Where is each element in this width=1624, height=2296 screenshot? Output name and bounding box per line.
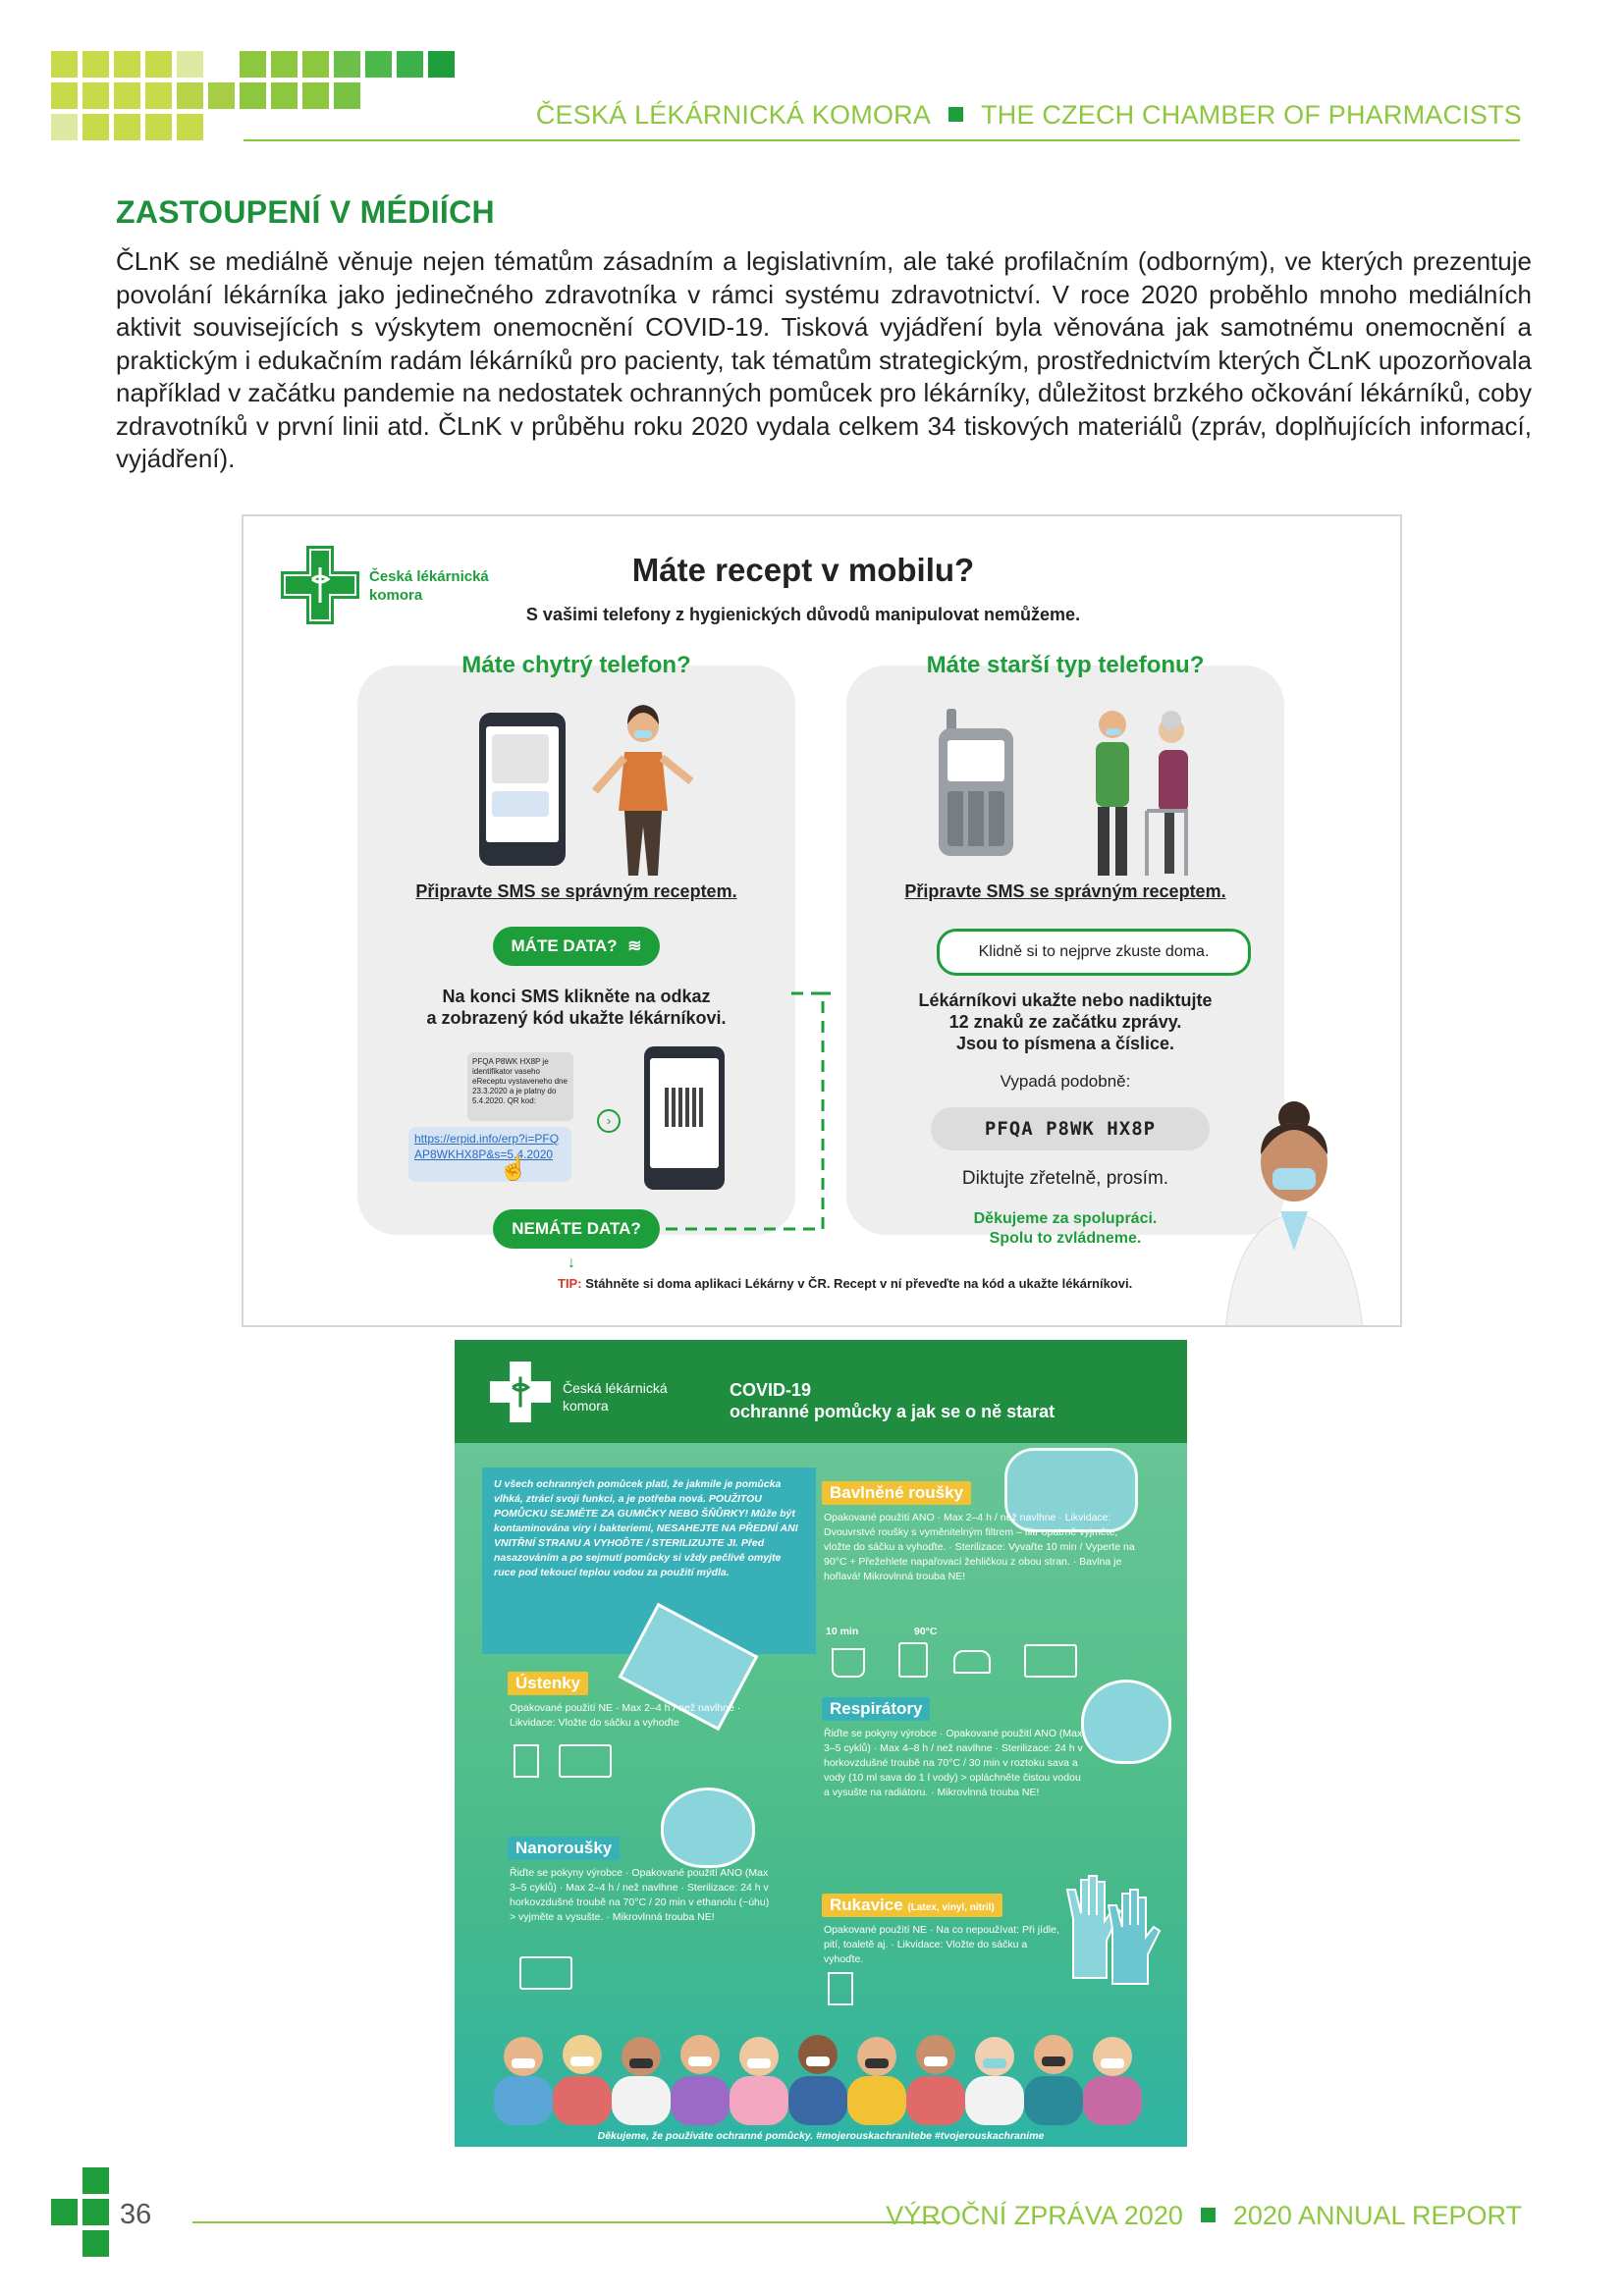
header-separator-square (948, 107, 963, 122)
mate-data-pill (493, 927, 660, 966)
mate-data-label: MÁTE DATA? (511, 936, 618, 955)
poster1-thanks-line1: Děkujeme za spolupráci. (973, 1210, 1158, 1227)
poster1-logo-text (369, 567, 489, 605)
text-respiratory: Řiďte se pokyny výrobce · Opakované použití ANO (Max 3–5 cyklů) · Max 4–8 h / než navlhne · Sterilizace: 24 h v horkovzdušné troubě na 70°C / 30 min v roztoku sava a vody (10 ml sava do 1 l vody) > opláchněte čistou vodou a vysušte na radiátoru. · Mikrovlnná trouba NE! (824, 1728, 1083, 1798)
respirator-icon (1081, 1680, 1171, 1764)
tag-rukavice-sub: (Latex, vinyl, nitril) (907, 1902, 995, 1913)
poster1-show-line3: Jsou to písmena a číslice. (955, 1034, 1175, 1053)
poster1-tip-label: TIP: (558, 1276, 582, 1291)
pharmacist-illustration (1206, 1095, 1392, 1327)
poster1-right-heading: Máte starší typ telefonu? (926, 652, 1205, 678)
poster2-title-line1: COVID-19 (730, 1380, 812, 1400)
poster2-title-line2: ochranné pomůcky a jak se o ně starat (730, 1402, 1056, 1421)
code-display: PFQA P8WK HX8P (931, 1107, 1210, 1150)
poster2-footer: Děkujeme, že používáte ochranné pomůcky. #mojerouskachranitebe #tvojerouskachranime (455, 2125, 1187, 2147)
arrow-down-icon: ↓ (568, 1255, 575, 1271)
header-rule (244, 139, 1520, 141)
gloves-icon (1054, 1870, 1171, 1988)
poster1-click-line2: a zobrazený kód ukažte lékárníkovi. (426, 1008, 727, 1028)
poster-recept-v-mobilu (242, 514, 1402, 1327)
poster1-left-prepare: Připravte SMS se správným receptem. (415, 881, 737, 901)
poster1-title: Máte recept v mobilu? (631, 552, 975, 588)
poster1-looks-like: Vypadá podobně: (1000, 1072, 1131, 1091)
dashed-connector-arrow (656, 988, 833, 1233)
section-paragraph: ČLnK se mediálně věnuje nejen tématům zásadním a legislativním, ale také profilačním (odborným), ve kterých prezentuje povolání lékárníka jako jedinečného zdravotníka v rámci systému zdravotnictví. V roce 2020 proběhlo mnoho mediálních aktivit souvisejících s výskytem onemocnění COVID-19. Tisková vyjádření byla věnována jak samotnému onemocnění a praktickým i edukačním radám lékárníků pro pacienty, tak tématům strategickým, prostřednictvím kterých ČLnK upozorňovala například v začátku pandemie na nedostatek ochranných pomůcek pro lékárníky, důležitost brzkého očkování lékárníků, coby zdravotníků v první linii atd. ČLnK v průběhu roku 2020 vydala celkem 34 tiskových materiálů (zpráv, doplňujících informací, vyjádření). (116, 246, 1532, 473)
feature-phone-icon (939, 709, 1013, 856)
footer-rule (192, 2221, 941, 2223)
poster2-title (730, 1379, 1055, 1422)
page-number: 36 (120, 2199, 152, 2230)
footer-report-cz: VÝROČNÍ ZPRÁVA 2020 (886, 2201, 1183, 2230)
text-bavlnene-rousky: Opakované použití ANO · Max 2–4 h / než navlhne · Likvidace: Dvouvrstvé roušky s vyměnitelným filtrem – filtr opatrně vyjměte, vložte do sáčku a vyhoďte. · Sterilizace: Vyvařte 10 min / Vyperte na 90°C + Přežehlete napařovací žehličkou z obou stran. · Bavlna je hořlavá! Mikrovlnná trouba NE! (824, 1512, 1135, 1582)
tag-rukavice (822, 1894, 1002, 1917)
washing-machine-icon (898, 1642, 928, 1678)
poster1-click-line1: Na konci SMS klikněte na odkaz (442, 987, 711, 1006)
hand-pointer-icon: ☝ (499, 1155, 528, 1182)
text-nanorousky: Řiďte se pokyny výrobce · Opakované použití ANO (Max 3–5 cyklů) · Max 2–4 h / než navlhne · Sterilizace: 24 h v horkovzdušné troubě na 70°C / 20 min v ethanolu (~úhu) > vyjměte a vysušte. · Mikrovlnná trouba NE! (510, 1867, 770, 1923)
trash-icon-2 (828, 1972, 853, 2005)
poster1-show-line2: 12 znaků ze začátku zprávy. (948, 1012, 1182, 1032)
calm-bubble: Klidně si to nejprve zkuste doma. (937, 929, 1251, 976)
no-microwave-icon-3 (519, 1956, 572, 1990)
header-org-cz: ČESKÁ LÉKÁRNICKÁ KOMORA (535, 100, 932, 130)
poster1-show-line1: Lékárníkovi ukažte nebo nadiktujte (918, 990, 1213, 1010)
poster1-dictate: Diktujte zřetelně, prosím. (961, 1168, 1169, 1189)
no-microwave-icon (1024, 1644, 1077, 1678)
tag-respiratory: Respirátory (822, 1697, 930, 1721)
poster1-thanks-line2: Spolu to zvládneme. (989, 1230, 1142, 1247)
poster1-subtitle: S vašimi telefony z hygienických důvodů manipulovat nemůžeme. (525, 605, 1081, 624)
iron-icon (953, 1650, 991, 1674)
text-ustenky: Opakované použití NE · Max 2–4 h / než navlhne · Likvidace: Vložte do sáčku a vyhoďte (510, 1702, 741, 1729)
pot-icon (832, 1648, 865, 1678)
elderly-couple-illustration (1068, 703, 1216, 880)
poster1-right-prepare: Připravte SMS se správným receptem. (904, 881, 1226, 901)
arrow-right-circle-icon: › (597, 1109, 621, 1133)
tag-bavlnene-rousky: Bavlněné roušky (822, 1481, 971, 1505)
poster-ochranne-pomucky (455, 1340, 1187, 2147)
smartphone-icon (479, 713, 566, 866)
poster2-cross-logo-icon (490, 1362, 551, 1422)
cross-logo-icon (281, 546, 359, 624)
poster1-left-heading: Máte chytrý telefon? (461, 652, 691, 678)
sms-link[interactable]: https://erpid.info/erp?i=PFQAP8WKHX8P&s=5.4.2020 (408, 1127, 571, 1182)
footer-separator-square (1201, 2208, 1216, 2222)
poster1-logo-line1: Česká lékárnická (369, 568, 489, 585)
poster1-show-instruction (846, 989, 1284, 1054)
boil-time: 10 min (826, 1626, 859, 1637)
nemate-data-pill: NEMÁTE DATA? (493, 1209, 660, 1249)
section-title: ZASTOUPENÍ V MÉDIÍCH (116, 194, 495, 230)
poster1-logo-line2: komora (369, 587, 423, 604)
nano-mask-icon (661, 1788, 755, 1868)
poster2-logo-line2: komora (563, 1398, 609, 1414)
poster2-logo-text (563, 1379, 668, 1415)
tag-nanorousky: Nanoroušky (508, 1837, 620, 1860)
no-microwave-icon-2 (559, 1744, 612, 1778)
wash-temp: 90°C (914, 1626, 938, 1637)
people-with-masks-illustration (455, 2017, 1187, 2125)
tag-rukavice-label: Rukavice (830, 1896, 903, 1914)
wifi-icon: ≋ (627, 936, 642, 955)
sms-bubble: PFQA P8WK HX8P je identifikator vaseho eReceptu vystaveneho dne 23.3.2020 a je platny do 5.4.2020. QR kod: (467, 1052, 573, 1121)
footer-report-title (886, 2201, 1522, 2231)
woman-illustration (589, 703, 697, 880)
poster1-tip-text: Stáhněte si doma aplikaci Lékárny v ČR. Recept v ní převeďte na kód a ukažte lékárníkovi. (585, 1276, 1133, 1291)
trash-icon (514, 1744, 539, 1778)
tag-ustenky: Ústenky (508, 1672, 588, 1695)
header-org-en: THE CZECH CHAMBER OF PHARMACISTS (981, 100, 1522, 130)
poster1-tip (558, 1276, 1132, 1291)
poster2-logo-line1: Česká lékárnická (563, 1380, 668, 1396)
poster2-intro-text: U všech ochranných pomůcek platí, že jakmile je pomůcka vlhká, ztrácí svoji funkci, a je potřeba nová. POUŽITOU POMŮCKU SEJMĚTE ZA GUMIČKY NEBO ŠŇŮRKY! Může být kontaminována viry i bakteriemi, NESAHEJTE NA PŘEDNÍ ANI VNITŘNÍ STRANU A VYHOĎTE / STERILIZUJTE JI. Před nasazováním a po sejmutí pomůcky si vždy pečlivě omyjte ruce pod tekoucí teplou vodou za použití mýdla. (494, 1478, 798, 1578)
header-organization (536, 100, 1522, 131)
text-rukavice: Opakované použití NE · Na co nepoužívat: Při jídle, pití, toaletě aj. · Likvidace: Vložte do sáčku a vyhoďte. (824, 1924, 1059, 1965)
footer-report-en: 2020 ANNUAL REPORT (1232, 2201, 1522, 2230)
